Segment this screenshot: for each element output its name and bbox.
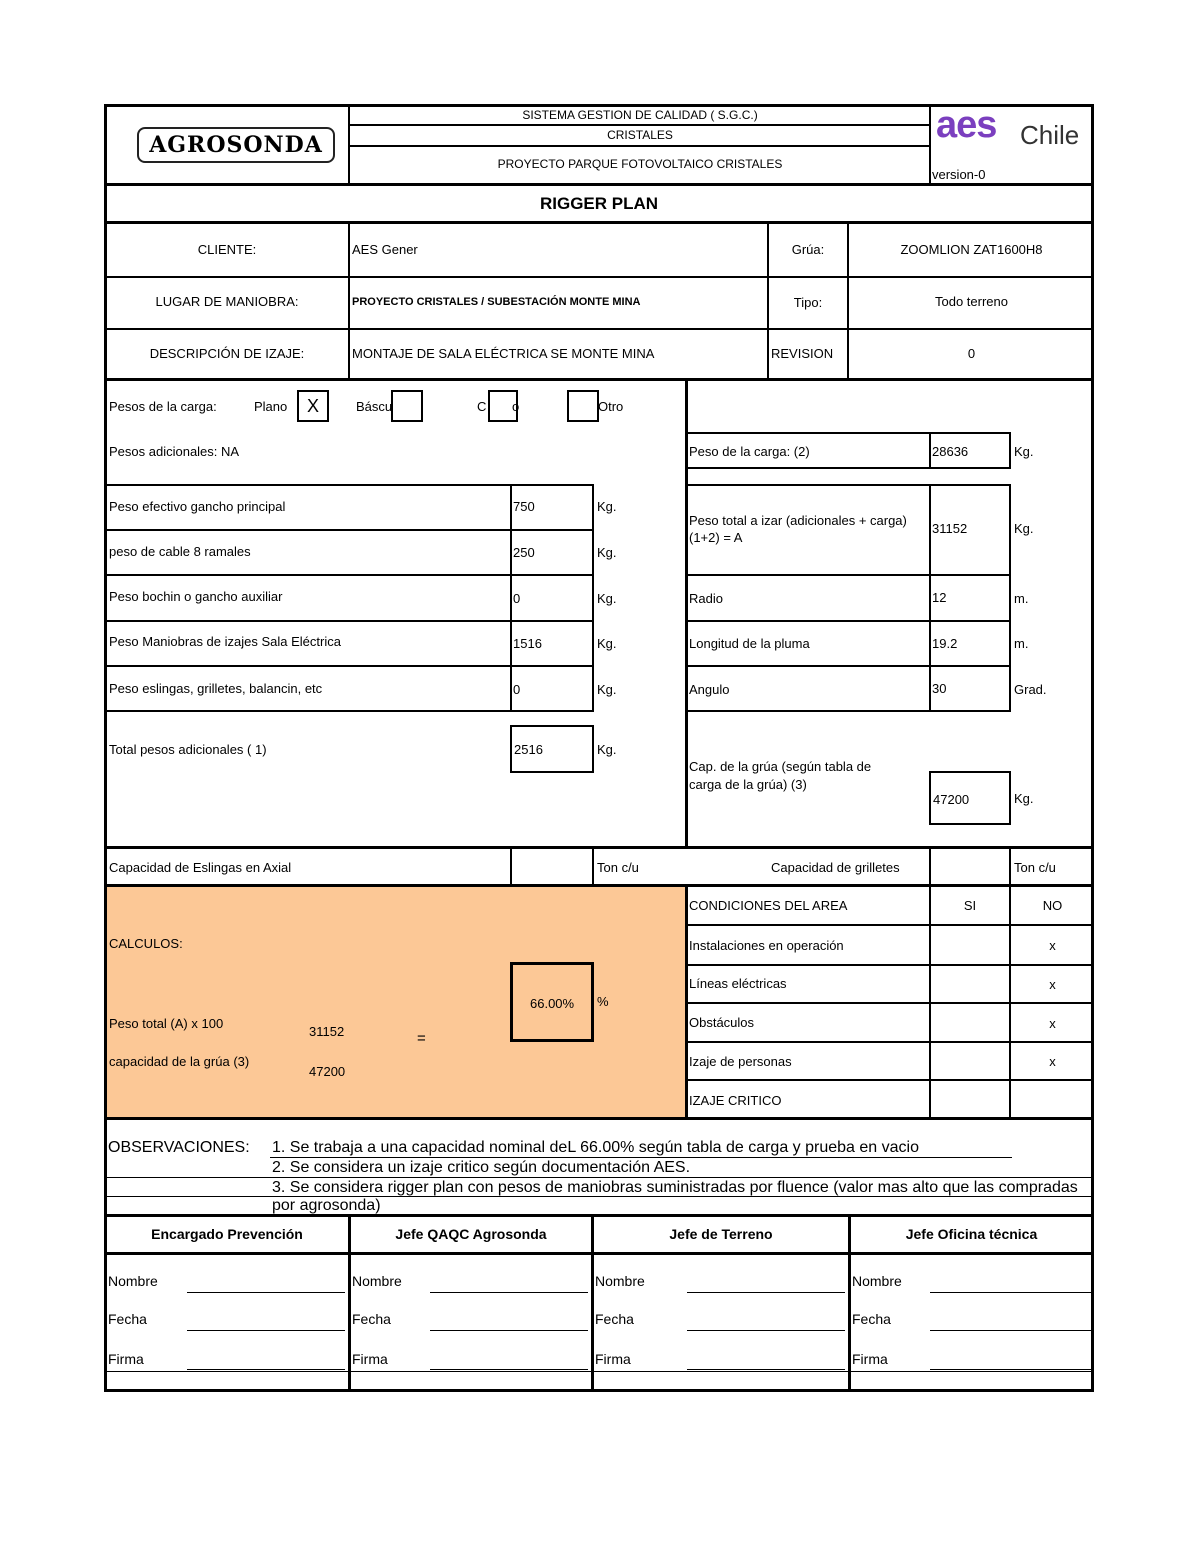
grilletes-label: Capacidad de grilletes bbox=[771, 860, 900, 875]
firma-label: Firma bbox=[108, 1351, 144, 1367]
observacion-line: 1. Se trabaja a una capacidad nominal deL 66.00% según tabla de carga y prueba en vacio bbox=[272, 1139, 919, 1156]
longitud-label: Longitud de la pluma bbox=[689, 636, 810, 651]
otro-checkbox[interactable] bbox=[567, 390, 599, 422]
pesos-adicionales: Pesos adicionales: NA bbox=[109, 444, 240, 459]
eslingas-unit: Ton c/u bbox=[597, 860, 639, 875]
condicion-no-mark: x bbox=[1049, 1016, 1056, 1031]
otro-label: Otro bbox=[598, 399, 624, 414]
plano-check-mark: X bbox=[306, 396, 319, 416]
descripcion-value: MONTAJE DE SALA ELÉCTRICA SE MONTE MINA bbox=[352, 346, 655, 361]
fecha-signature-line[interactable] bbox=[430, 1330, 588, 1331]
observacion-line: 3. Se considera rigger plan con pesos de maniobras suministradas por fluence (valor mas alto que las compradas bbox=[272, 1179, 1078, 1196]
peso-carga-label: Peso de la carga: (2) bbox=[689, 444, 810, 459]
total-adicionales-label: Total pesos adicionales ( 1) bbox=[109, 742, 267, 757]
tipo-value: Todo terreno bbox=[935, 294, 1008, 309]
c-label-tail: o bbox=[512, 399, 520, 414]
aes-chile-logo bbox=[934, 104, 1094, 154]
peso-row-value: 0 bbox=[513, 591, 521, 606]
peso-row-label: Peso Maniobras de izajes Sala Eléctrica bbox=[109, 634, 341, 649]
condicion-no-mark: x bbox=[1049, 977, 1056, 992]
nombre-label: Nombre bbox=[852, 1273, 902, 1289]
revision-label: REVISION bbox=[771, 346, 834, 361]
fecha-signature-line[interactable] bbox=[687, 1330, 845, 1331]
peso-row-unit: Kg. bbox=[597, 591, 617, 606]
fecha-signature-line[interactable] bbox=[930, 1330, 1091, 1331]
peso-row-value: 750 bbox=[513, 499, 535, 514]
radio-label: Radio bbox=[689, 591, 723, 606]
peso-carga-unit: Kg. bbox=[1014, 444, 1034, 459]
aes-logo-text: aes bbox=[936, 104, 997, 146]
header-system: SISTEMA GESTION DE CALIDAD ( S.G.C.) bbox=[522, 108, 758, 122]
condicion-no-mark: x bbox=[1049, 938, 1056, 953]
header-site: CRISTALES bbox=[607, 128, 673, 142]
cap-grua-box bbox=[929, 771, 1011, 825]
longitud-value: 19.2 bbox=[932, 636, 958, 651]
nombre-signature-line[interactable] bbox=[687, 1292, 845, 1293]
firma-column-header: Jefe QAQC Agrosonda bbox=[395, 1226, 547, 1242]
condicion-label: Obstáculos bbox=[689, 1015, 755, 1030]
peso-row-unit: Kg. bbox=[597, 499, 617, 514]
calculos-result-box bbox=[510, 962, 594, 1042]
lugar-label: LUGAR DE MANIOBRA: bbox=[155, 294, 299, 309]
peso-row-value: 250 bbox=[513, 545, 535, 560]
observacion-underline bbox=[270, 1157, 1012, 1158]
firma-signature-line[interactable] bbox=[687, 1369, 845, 1370]
c-label: C bbox=[477, 399, 487, 414]
peso-total-label-2: (1+2) = A bbox=[689, 530, 743, 545]
pesos-carga-label: Pesos de la carga: bbox=[109, 399, 217, 414]
condicion-label: Líneas eléctricas bbox=[689, 976, 787, 991]
nombre-label: Nombre bbox=[595, 1273, 645, 1289]
peso-row-label: Peso eslingas, grilletes, balancin, etc bbox=[109, 681, 323, 696]
cap-grua-label-1: Cap. de la grúa (según tabla de bbox=[689, 759, 872, 774]
agrosonda-logo bbox=[137, 127, 335, 163]
version-label: version-0 bbox=[932, 167, 986, 182]
fecha-label: Fecha bbox=[852, 1311, 891, 1327]
peso-row-value: 1516 bbox=[513, 636, 542, 651]
firma-column-header: Jefe Oficina técnica bbox=[905, 1226, 1038, 1242]
firma-label: Firma bbox=[352, 1351, 388, 1367]
peso-row-label: peso de cable 8 ramales bbox=[109, 544, 251, 559]
firma-column-header: Jefe de Terreno bbox=[669, 1226, 773, 1242]
tipo-label: Tipo: bbox=[793, 295, 823, 310]
calculos-denominator-value: 47200 bbox=[309, 1064, 346, 1079]
calculos-denominator-label: capacidad de la grúa (3) bbox=[109, 1054, 250, 1069]
cap-grua-value: 47200 bbox=[933, 792, 970, 807]
header-project: PROYECTO PARQUE FOTOVOLTAICO CRISTALES bbox=[497, 157, 783, 171]
peso-row-label: Peso efectivo gancho principal bbox=[109, 499, 286, 514]
fecha-signature-line[interactable] bbox=[187, 1330, 345, 1331]
nombre-signature-line[interactable] bbox=[187, 1292, 345, 1293]
lugar-value: PROYECTO CRISTALES / SUBESTACIÓN MONTE MINA bbox=[352, 296, 641, 308]
descripcion-label: DESCRIPCIÓN DE IZAJE: bbox=[149, 346, 305, 361]
observacion-line: por agrosonda) bbox=[272, 1197, 381, 1214]
observacion-line: 2. Se considera un izaje critico según documentación AES. bbox=[272, 1159, 691, 1176]
condicion-label: Instalaciones en operación bbox=[689, 938, 844, 953]
nombre-label: Nombre bbox=[352, 1273, 402, 1289]
condicion-no-mark: x bbox=[1049, 1054, 1056, 1069]
fecha-label: Fecha bbox=[595, 1311, 634, 1327]
firma-signature-line[interactable] bbox=[430, 1369, 588, 1370]
total-adicionales-unit: Kg. bbox=[597, 742, 617, 757]
angulo-value: 30 bbox=[932, 681, 947, 696]
izaje-critico-label: IZAJE CRITICO bbox=[689, 1093, 782, 1108]
calculos-numerator-value: 31152 bbox=[309, 1024, 345, 1039]
firma-column-header: Encargado Prevención bbox=[151, 1226, 303, 1242]
eslingas-label: Capacidad de Eslingas en Axial bbox=[109, 860, 292, 875]
calculos-numerator-label: Peso total (A) x 100 bbox=[109, 1016, 224, 1031]
calculos-label: CALCULOS: bbox=[109, 936, 183, 951]
peso-row-unit: Kg. bbox=[597, 682, 617, 697]
peso-carga-value: 28636 bbox=[932, 444, 969, 459]
condiciones-no: NO bbox=[1042, 898, 1063, 913]
grilletes-unit: Ton c/u bbox=[1014, 860, 1056, 875]
plano-checkbox[interactable] bbox=[297, 390, 329, 422]
condiciones-si: SI bbox=[963, 898, 977, 913]
chile-logo-text: Chile bbox=[1020, 120, 1080, 150]
cliente-label: CLIENTE: bbox=[197, 242, 257, 257]
condiciones-title: CONDICIONES DEL AREA bbox=[689, 898, 848, 913]
fecha-label: Fecha bbox=[352, 1311, 391, 1327]
nombre-signature-line[interactable] bbox=[930, 1292, 1091, 1293]
calculos-result: 66.00% bbox=[530, 996, 575, 1011]
calculos-percent: % bbox=[597, 994, 609, 1009]
longitud-unit: m. bbox=[1014, 636, 1029, 651]
peso-row-unit: Kg. bbox=[597, 545, 617, 560]
grua-label: Grúa: bbox=[791, 242, 825, 257]
nombre-signature-line[interactable] bbox=[430, 1292, 588, 1293]
total-adicionales-box bbox=[510, 725, 594, 773]
angulo-label: Angulo bbox=[689, 682, 730, 697]
peso-total-value: 31152 bbox=[932, 521, 968, 536]
firma-signature-line[interactable] bbox=[930, 1369, 1091, 1370]
firma-label: Firma bbox=[852, 1351, 888, 1367]
radio-unit: m. bbox=[1014, 591, 1029, 606]
peso-row-label: Peso bochin o gancho auxiliar bbox=[109, 589, 283, 604]
plano-label: Plano bbox=[254, 399, 288, 414]
cliente-value: AES Gener bbox=[352, 242, 418, 257]
cap-grua-label-2: carga de la grúa) (3) bbox=[689, 777, 807, 792]
observaciones-label: OBSERVACIONES: bbox=[108, 1139, 250, 1156]
condicion-label: Izaje de personas bbox=[689, 1054, 792, 1069]
cap-grua-unit: Kg. bbox=[1014, 791, 1034, 806]
agrosonda-logo-text: AGROSONDA bbox=[149, 132, 323, 158]
peso-row-value: 0 bbox=[513, 682, 521, 697]
fecha-label: Fecha bbox=[108, 1311, 147, 1327]
bascula-checkbox[interactable] bbox=[391, 390, 423, 422]
form-title: RIGGER PLAN bbox=[539, 194, 659, 213]
grua-value: ZOOMLION ZAT1600H8 bbox=[900, 242, 1043, 257]
peso-total-unit: Kg. bbox=[1014, 521, 1034, 536]
bascula-label: Báscu bbox=[356, 399, 393, 414]
peso-total-label-1: Peso total a izar (adicionales + carga) bbox=[689, 513, 907, 528]
firma-label: Firma bbox=[595, 1351, 631, 1367]
calculos-equals: = bbox=[417, 1030, 426, 1047]
total-adicionales-value: 2516 bbox=[514, 742, 543, 757]
firma-signature-line[interactable] bbox=[187, 1369, 345, 1370]
radio-value: 12 bbox=[932, 590, 947, 605]
revision-value: 0 bbox=[967, 346, 976, 361]
nombre-label: Nombre bbox=[108, 1273, 158, 1289]
angulo-unit: Grad. bbox=[1014, 682, 1047, 697]
peso-row-unit: Kg. bbox=[597, 636, 617, 651]
